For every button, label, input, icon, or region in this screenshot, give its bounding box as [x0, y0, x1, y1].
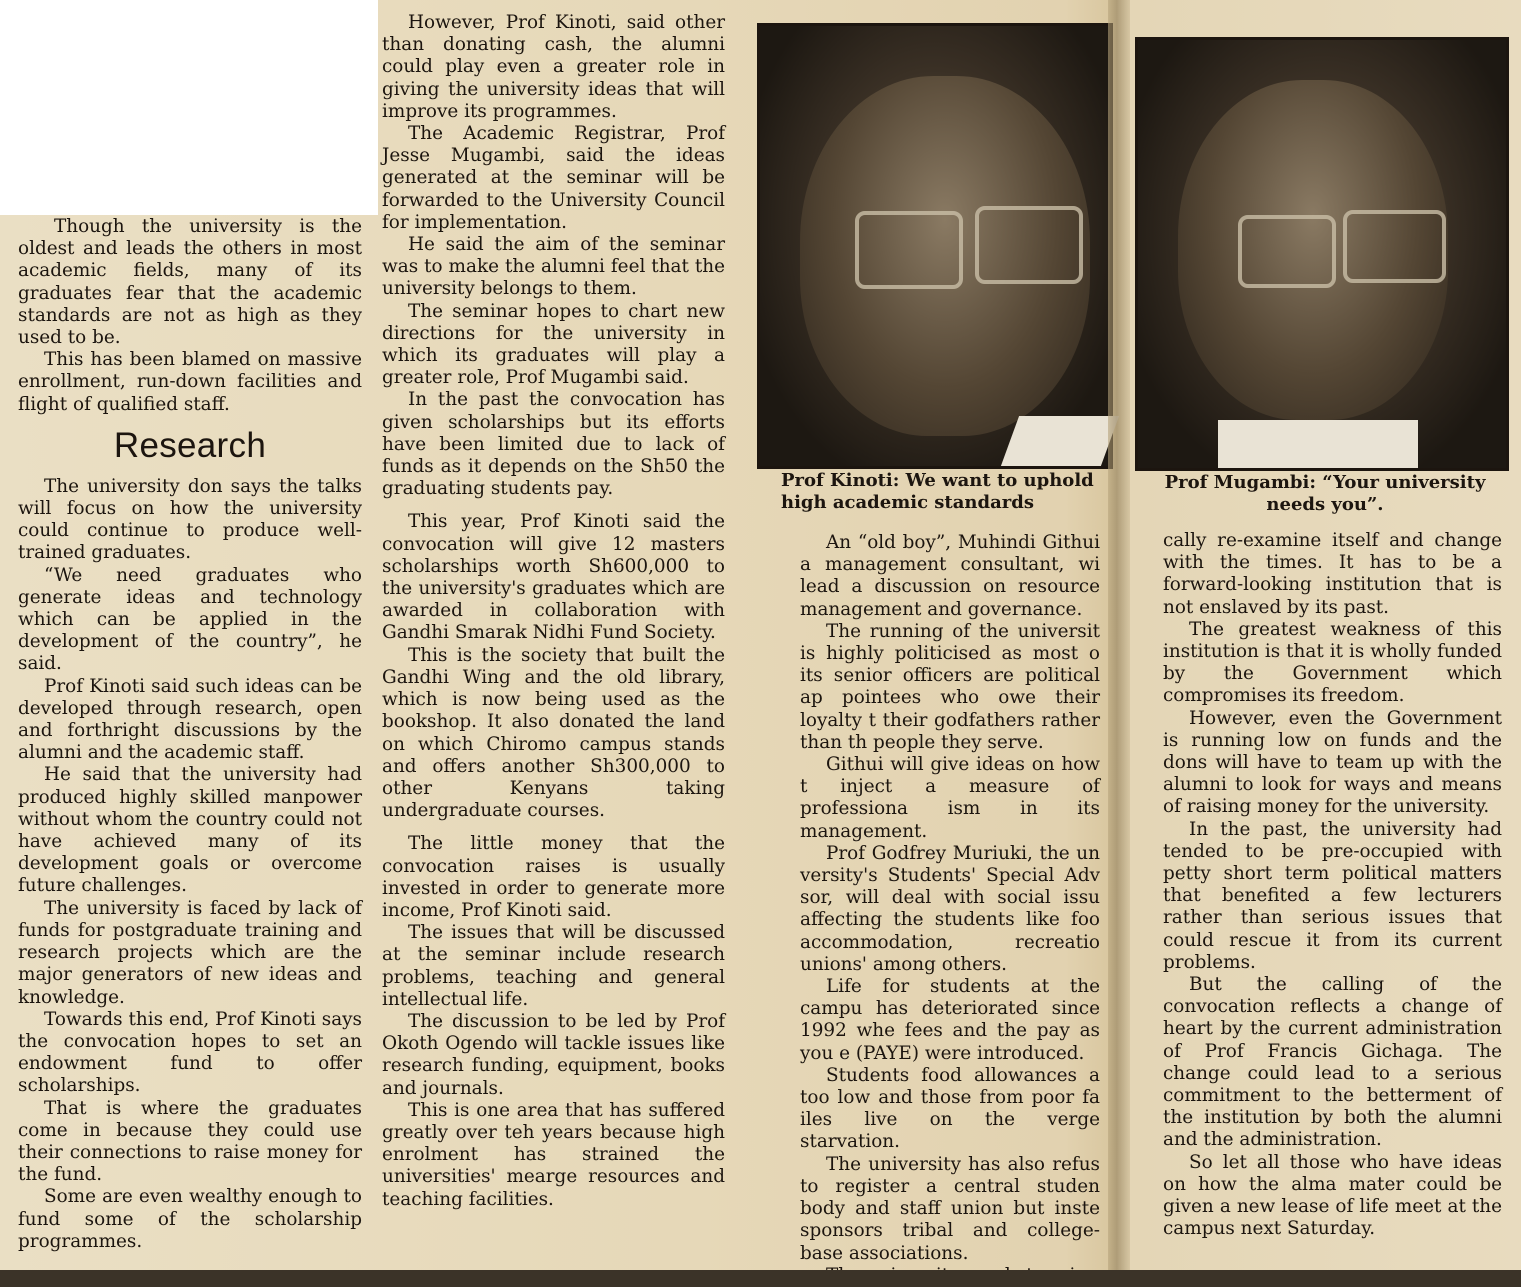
paragraph: Towards this end, Prof Kinoti says the convocation hopes to set an endowment fund to offer scholarships.: [18, 1008, 362, 1097]
kinoti-glasses-right: [975, 206, 1083, 284]
paragraph: The university is faced by lack of funds for postgraduate training and research projects which are the major generators of new ideas and knowledge.: [18, 897, 362, 1008]
paragraph: cally re-examine itself and change with the times. It has to be a forward-looking institution that is not enslaved by its past.: [1163, 530, 1502, 618]
paragraph: The university has also refus to register a central studen body and staff union but inste sponsors tribal and college-base associations.: [800, 1153, 1100, 1264]
paragraph: But the calling of the convocation reflects a change of heart by the current administration of Prof Francis Gichaga. The change could lead to a serious commitment to the betterment of the institution by both the alumni and the administration.: [1163, 974, 1502, 1151]
paragraph: Prof Kinoti said such ideas can be developed through research, open and forthright discussions by the alumni and the academic staff.: [18, 675, 362, 764]
kinoti-photo: [757, 23, 1113, 469]
paragraph: This year, Prof Kinoti said the convocation will give 12 masters scholarships worth Sh600,000 to the university's graduates which are awarded in collaboration with Gandhi Smarak Nidhi Fund Society.: [382, 511, 725, 644]
paragraph: Githui will give ideas on how t inject a measure of professiona ism in its management.: [800, 754, 1100, 842]
paragraph: However, even the Government is running low on funds and the dons will have to team up with the alumni to look for ways and means of raising money for the university.: [1163, 707, 1502, 818]
paragraph: The issues that will be discussed at the seminar include research problems, teaching and general intellectual life.: [382, 922, 725, 1010]
column-2: [382, 12, 725, 1211]
paragraph: He said the aim of the seminar was to make the alumni feel that the university belongs to them.: [382, 234, 725, 300]
column-4: [1163, 530, 1502, 1241]
blank-corner: [0, 0, 378, 215]
paragraph: The greatest weakness of this institution is that it is wholly funded by the Government which compromises its freedom.: [1163, 618, 1502, 707]
mugambi-photo: [1135, 37, 1509, 471]
paragraph: That is where the graduates come in because they could use their connections to raise money for the fund.: [18, 1097, 362, 1186]
bottom-rule: [0, 1270, 1521, 1287]
paragraph: Life for students at the campu has deteriorated since 1992 whe fees and the pay as you e (PAYE) were introduced.: [800, 976, 1100, 1064]
column-1: [18, 216, 362, 1253]
mugambi-caption: Prof Mugambi: “Your university needs you”.: [1164, 472, 1486, 515]
paragraph: The seminar hopes to chart new directions for the university in which its graduates will play a greater role, Prof Mugambi said.: [382, 300, 725, 389]
paragraph: This is the society that built the Gandhi Wing and the old library, which is now being used as the bookshop. It also donated the land on which Chiromo campus stands and offers another Sh300,000 to other Kenyans taking undergraduate courses.: [382, 644, 725, 822]
mugambi-glasses-left: [1238, 215, 1336, 288]
paragraph: The running of the universit is highly politicised as most o its senior officers are political ap pointees who owe their loyalty t their godfathers rather than th people they serve.: [800, 620, 1100, 753]
paragraph: Students food allowances a too low and those from poor fa iles live on the verge starvation.: [800, 1064, 1100, 1153]
kinoti-caption: Prof Kinoti: We want to uphold high academic standards: [781, 470, 1094, 513]
mugambi-collar: [1218, 420, 1418, 468]
paragraph: He said that the university had produced highly skilled manpower without whom the country could not have achieved many of its development goals or overcome future challenges.: [18, 764, 362, 897]
paragraph: The discussion to be led by Prof Okoth Ogendo will tackle issues like research funding, equipment, books and journals.: [382, 1010, 725, 1099]
paragraph: In the past, the university had tended to be pre-occupied with petty short term political matters that benefited a few lecturers rather than serious issues that could rescue it from its current problems.: [1163, 818, 1502, 973]
kinoti-collar: [1001, 416, 1119, 466]
kinoti-glasses-left: [855, 211, 963, 289]
paragraph: The university don says the talks will focus on how the university could continue to produce well-trained graduates.: [18, 475, 362, 564]
paragraph: In the past the convocation has given scholarships but its efforts have been limited due to lack of funds as it depends on the Sh50 the graduating students pay.: [382, 389, 725, 500]
subhead-research: Research: [113, 425, 267, 465]
paragraph: However, Prof Kinoti, said other than donating cash, the alumni could play even a greater role in giving the university ideas that will improve its programmes.: [382, 12, 725, 122]
paragraph: An “old boy”, Muhindi Githui a management consultant, wi lead a discussion on resource management and governance.: [800, 532, 1100, 620]
mugambi-glasses-right: [1343, 210, 1446, 283]
paragraph: The Academic Registrar, Prof Jesse Mugambi, said the ideas generated at the seminar will be forwarded to the University Council for implementation.: [382, 123, 725, 233]
paragraph: So let all those who have ideas on how the alma mater could be given a new lease of life meet at the campus next Saturday.: [1163, 1151, 1502, 1240]
paragraph: “We need graduates who generate ideas and technology which can be applied in the development of the country”, he said.: [18, 564, 362, 675]
paragraph: Though the university is the oldest and leads the others in most academic fields, many of its graduates fear that the academic standards are not as high as they used to be.: [18, 216, 362, 349]
column-3: [800, 532, 1100, 1272]
paragraph: Some are even wealthy enough to fund some of the scholarship programmes.: [18, 1186, 362, 1252]
paragraph: This has been blamed on massive enrollment, run-down facilities and flight of qualified staff.: [18, 349, 362, 415]
paragraph: This is one area that has suffered greatly over teh years because high enrolment has strained the universities' mearge resources and teaching facilities.: [382, 1099, 725, 1210]
paragraph: Prof Godfrey Muriuki, the un versity's Students' Special Adv sor, will deal with social issu affecting the students like foo accommodation, recreatio unions' among others.: [800, 842, 1100, 975]
paragraph: The little money that the convocation raises is usually invested in order to generate more income, Prof Kinoti said.: [382, 833, 725, 921]
page-fold: [1108, 0, 1130, 1287]
